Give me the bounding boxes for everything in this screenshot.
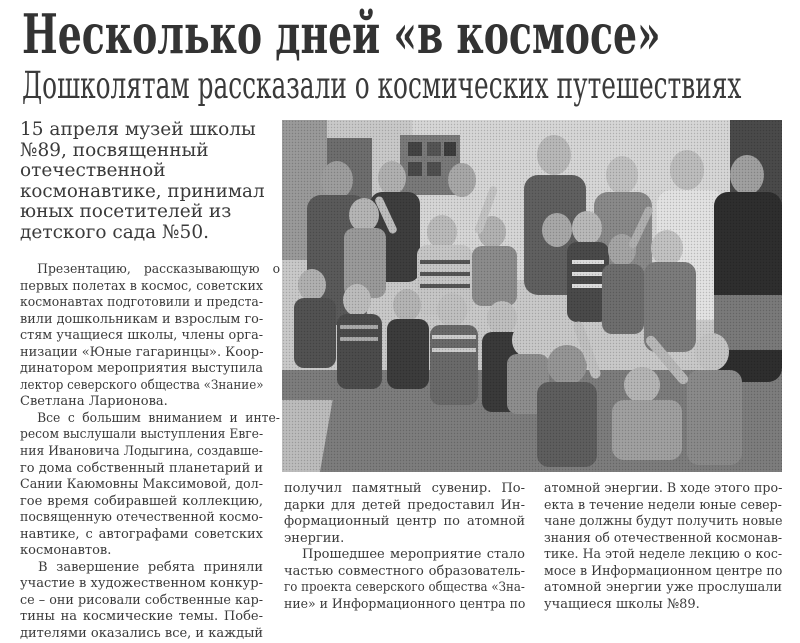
body-line: дарки для детей предоставил Ин- xyxy=(284,497,525,513)
body-line: Сании Каюмовны Максимовой, дол- xyxy=(20,477,264,493)
body-line: атомной энергии уже прослушали xyxy=(544,580,783,596)
body-line: посвященную отечественной космо- xyxy=(20,510,263,526)
lead-line: №89, посвященный xyxy=(20,139,209,161)
body-line: участие в художественном конкур- xyxy=(20,576,263,592)
body-line: динатором мероприятия выступила xyxy=(20,361,264,377)
body-line: мосе в Информационном центре по xyxy=(544,563,783,579)
body-line: низации «Юные гагаринцы». Коор- xyxy=(20,344,264,360)
body-column-3 xyxy=(544,481,782,613)
body-line: дителями оказались все, и каждый xyxy=(20,626,264,642)
lead-paragraph xyxy=(20,120,265,244)
body-line: космонавтах подготовили и предста- xyxy=(20,295,264,311)
body-line: тины на космические темы. Побе- xyxy=(20,609,263,625)
body-line: навтике, с автографами советских xyxy=(20,526,263,542)
body-column-1 xyxy=(20,262,281,643)
body-line: Презентацию, рассказывающую о xyxy=(37,262,281,277)
body-line: учащиеся школы №89. xyxy=(544,596,700,612)
body-line: Прошедшее мероприятие стало xyxy=(302,547,525,563)
lead-line: отечественной xyxy=(20,160,166,182)
body-line: чане должны будут получить новые xyxy=(544,514,783,530)
body-line: ресом выслушали выступления Евге- xyxy=(20,427,264,443)
body-line: го дома собственный планетарий и xyxy=(20,460,264,476)
body-line: Светлана Ларионова. xyxy=(20,394,168,410)
headline: Несколько дней «в космосе» xyxy=(22,2,661,66)
body-line: ние» и Информационного центра по xyxy=(284,596,526,612)
body-line: лектор северского общества «Знание» xyxy=(20,377,264,393)
body-line: го проекта северского общества «Зна- xyxy=(284,580,525,596)
lead-line: космонавтике, принимал xyxy=(20,180,265,202)
body-line: атомной энергии. В ходе этого про- xyxy=(544,481,783,496)
lead-line: детского сада №50. xyxy=(20,221,209,243)
group-photo-image xyxy=(282,120,782,472)
body-line: се – они рисовали собственные кар- xyxy=(20,592,264,608)
body-line: частью совместного образователь- xyxy=(284,563,525,579)
body-line: энергии. xyxy=(284,530,345,546)
lead-line: 15 апреля музей школы xyxy=(20,119,256,140)
subheadline: Дошколятам рассказали о космических путешествиях xyxy=(22,64,742,107)
body-line: первых полетах в космос, советских xyxy=(20,278,263,294)
body-line: В завершение ребята приняли xyxy=(38,559,263,575)
body-line: екта в течение недели юные север- xyxy=(544,497,782,513)
body-line: формационный центр по атомной xyxy=(284,514,525,530)
body-line: ния Ивановича Лодыгина, создавше- xyxy=(20,444,263,460)
body-line: тике. На этой неделе лекцию о кос- xyxy=(544,547,783,563)
body-line: вили дошкольникам и взрослым го- xyxy=(20,311,264,327)
article-photo xyxy=(282,120,782,472)
body-line: космонавтов. xyxy=(20,543,112,559)
body-line: стям учащиеся школы, члены орга- xyxy=(20,328,264,344)
body-line: получил памятный сувенир. По- xyxy=(284,481,525,496)
lead-line: юных посетителей из xyxy=(20,201,232,223)
body-column-2 xyxy=(284,481,525,613)
body-line: гое время собиравшей коллекцию, xyxy=(20,493,263,509)
body-line: знания об отечественной космонав- xyxy=(544,530,783,546)
body-line: Все с большим вниманием и инте- xyxy=(37,410,280,426)
